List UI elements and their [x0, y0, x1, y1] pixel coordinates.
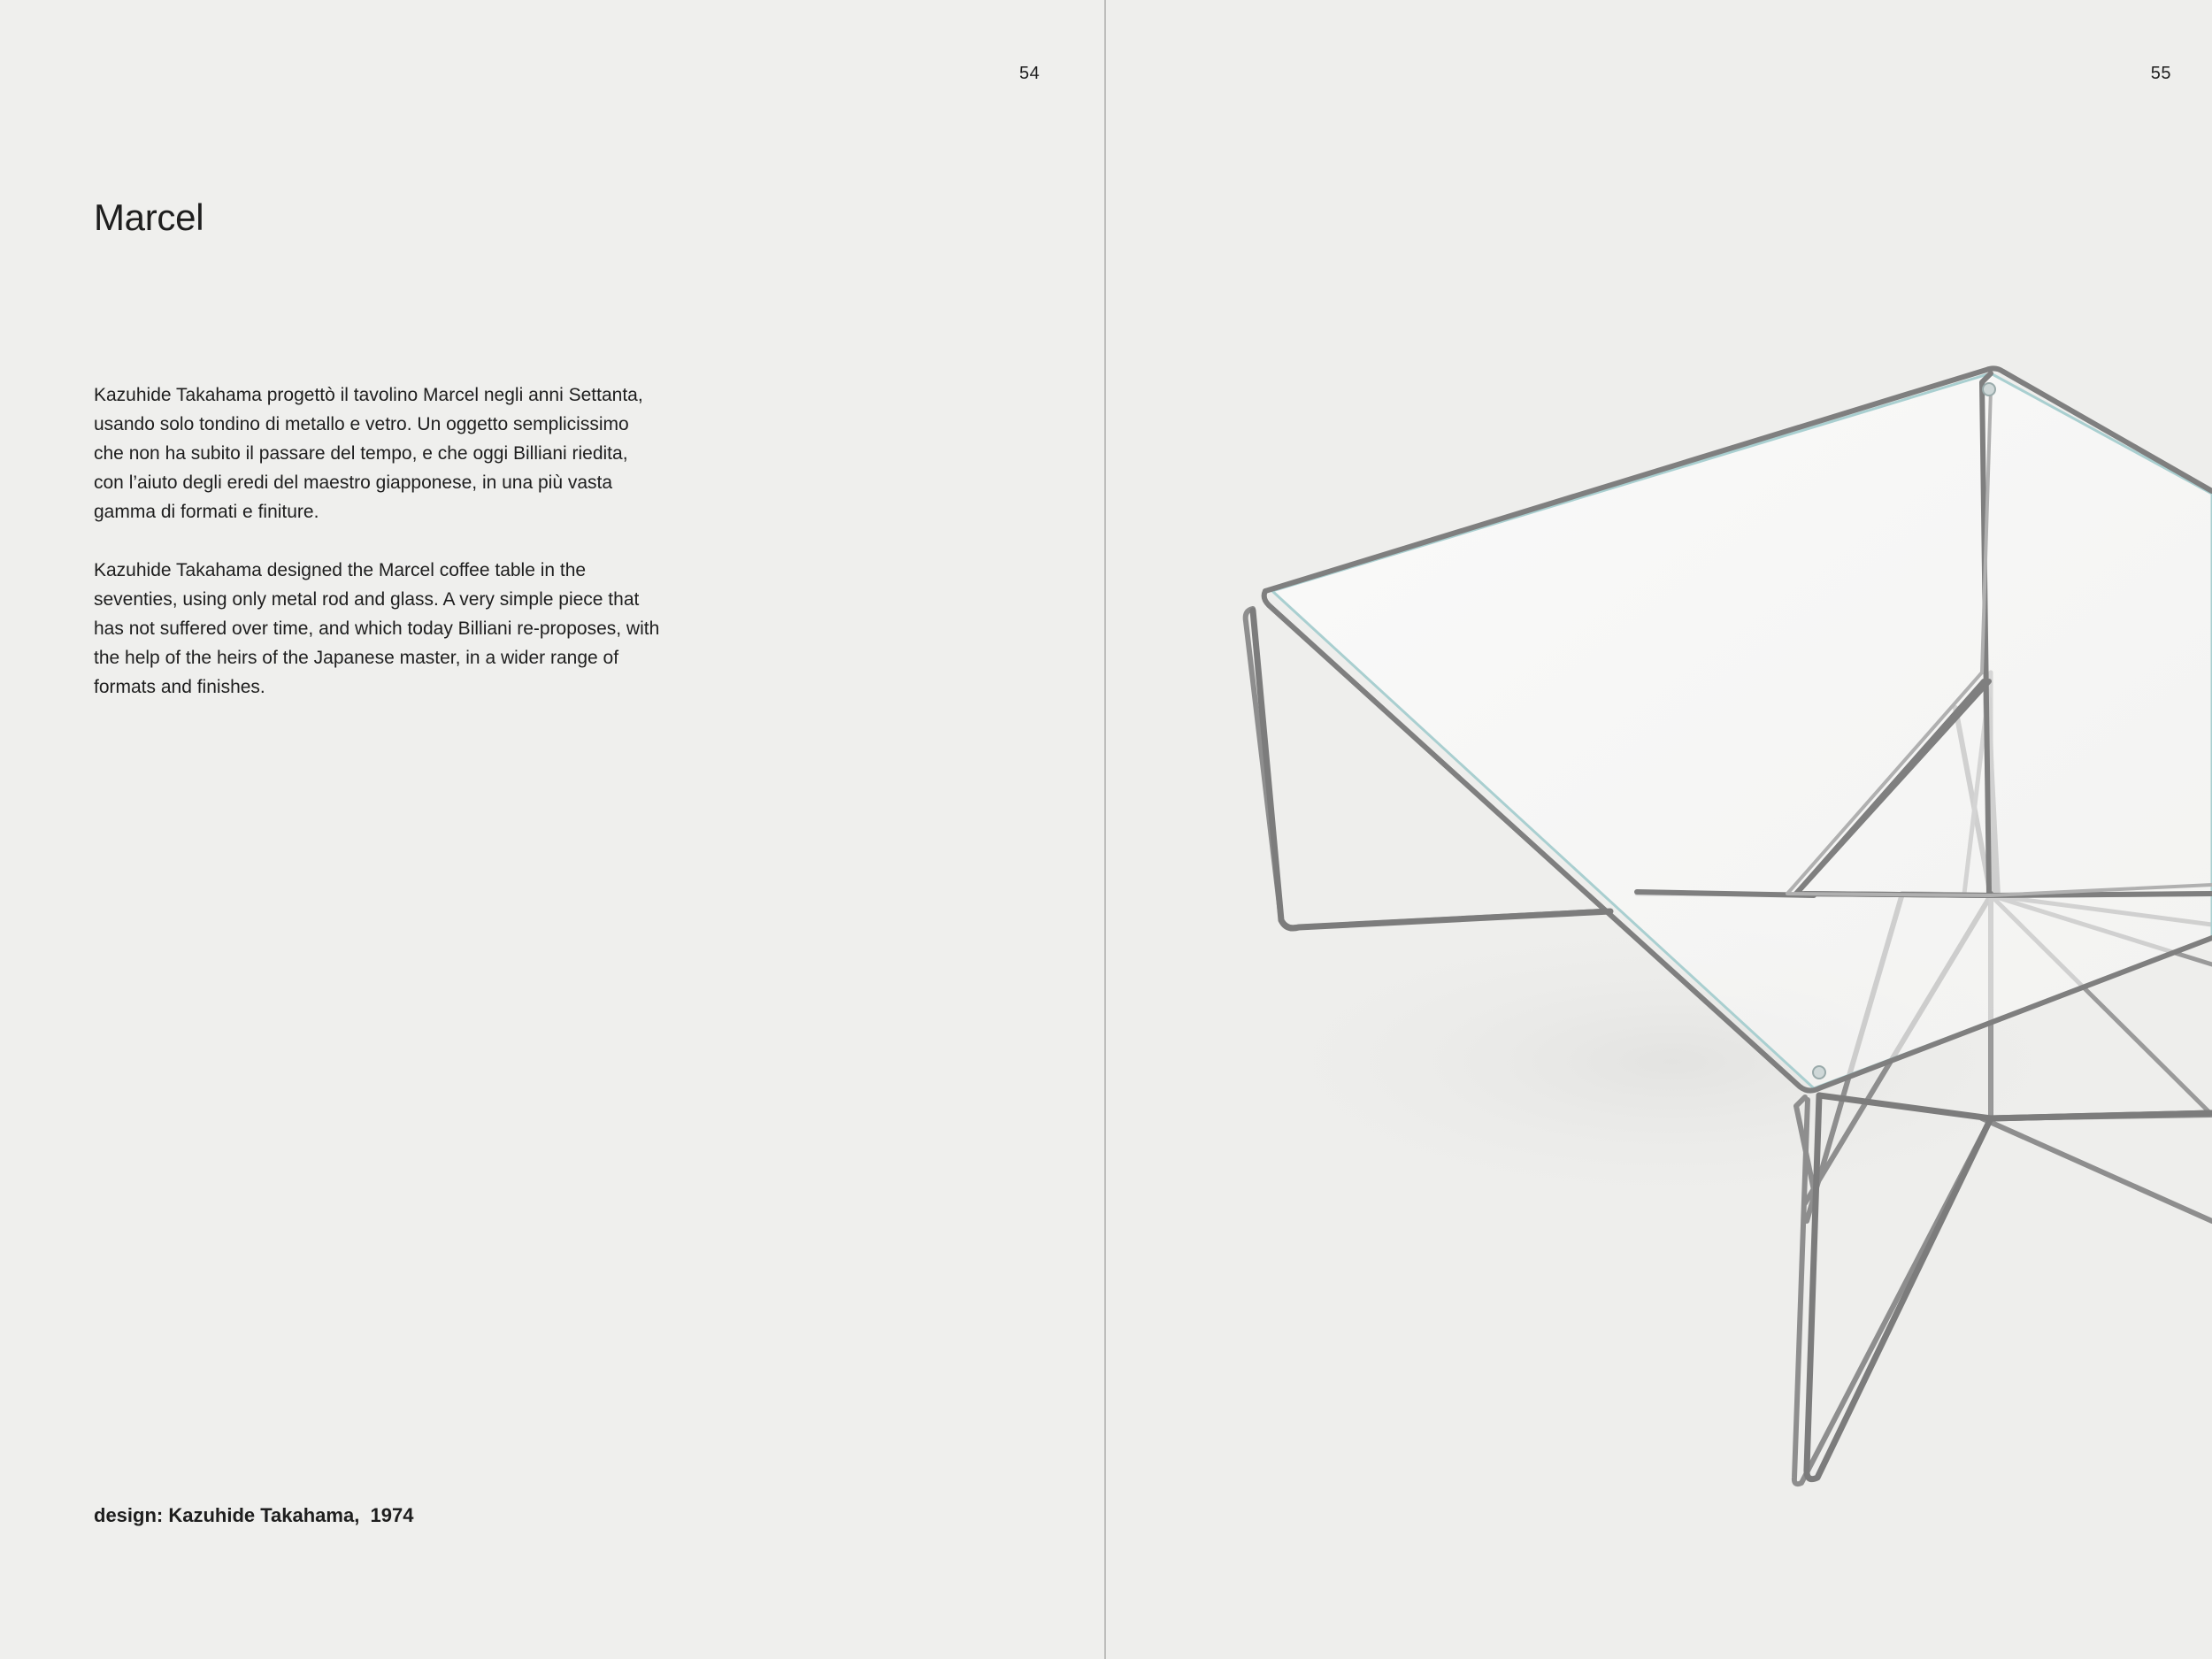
left-page	[0, 0, 1104, 1659]
description-english: Kazuhide Takahama designed the Marcel coffee table in the seventies, using only metal rod and glass. A very simple piece that has not suffered over time, and which today Billiani re-proposes, with the help of the heirs of the Japanese master, in a wider range of formats and finishes.	[94, 560, 660, 697]
design-credit: design: Kazuhide Takahama, 1974	[94, 1504, 414, 1526]
coffee-table-photo	[1106, 0, 2212, 1659]
right-page	[1106, 0, 2212, 1659]
glass-support-pad	[1813, 1066, 1825, 1079]
page-number-left: 54	[1019, 64, 1041, 83]
product-title: Marcel	[94, 196, 204, 238]
glass-support-pad	[1983, 383, 1995, 396]
page-number-right: 55	[2150, 64, 2171, 83]
description-italian: Kazuhide Takahama progettò il tavolino Marcel negli anni Settanta, usando solo tondino di metallo e vetro. Un oggetto semplicissimo che non ha subito il passare del tempo, e che oggi Billiani riedita, con l’aiuto degli eredi del maestro giapponese, in una più vasta gamma di formati e finiture.	[94, 385, 643, 522]
